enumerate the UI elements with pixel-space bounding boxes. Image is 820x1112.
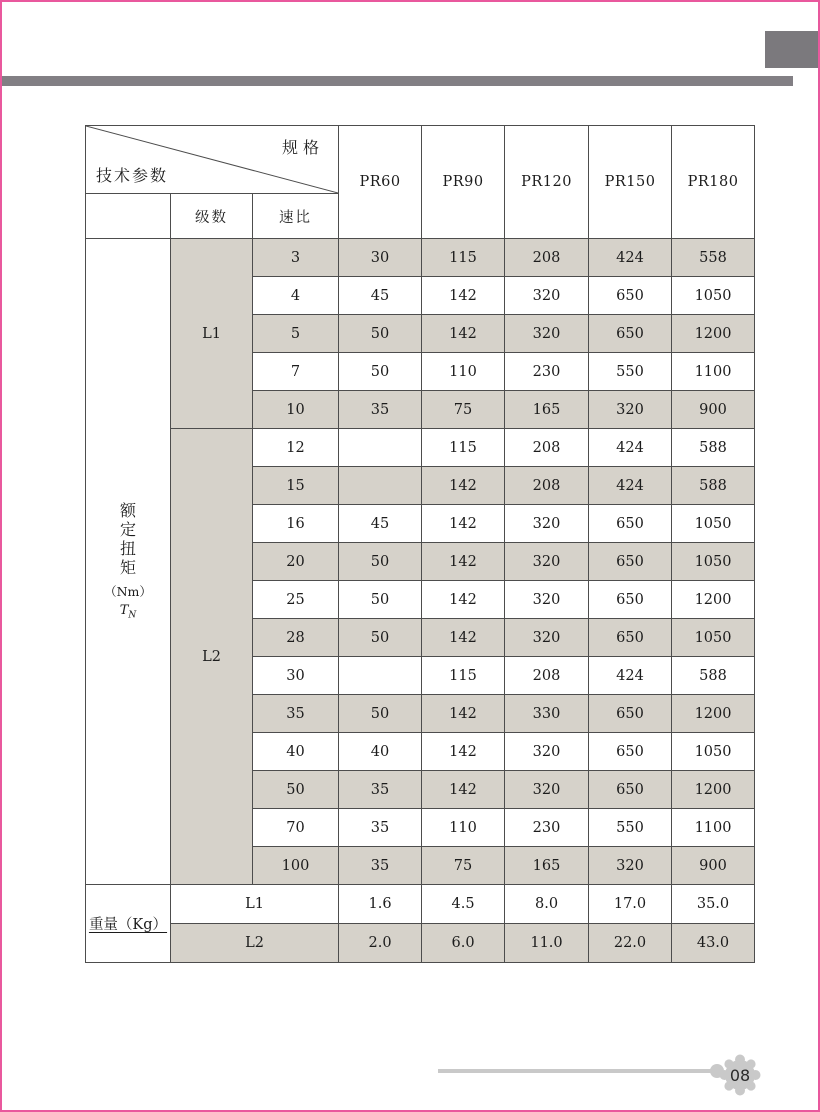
weight-value-cell: 6.0 (422, 924, 505, 963)
column-header-pr60: PR60 (339, 126, 422, 239)
torque-value-cell: 142 (422, 771, 505, 809)
weight-value-cell: 1.6 (339, 885, 422, 924)
torque-value-cell: 330 (505, 695, 589, 733)
torque-value-cell: 45 (339, 277, 422, 315)
weight-section-label: 重量（Kg） (86, 885, 171, 963)
torque-value-cell: 1050 (672, 733, 755, 771)
torque-value-cell: 142 (422, 733, 505, 771)
ratio-cell: 4 (253, 277, 339, 315)
torque-value-cell: 650 (589, 695, 672, 733)
ratio-cell: 28 (253, 619, 339, 657)
torque-value-cell: 1200 (672, 695, 755, 733)
weight-value-cell: 8.0 (505, 885, 589, 924)
torque-value-cell: 110 (422, 353, 505, 391)
weight-value-cell: 2.0 (339, 924, 422, 963)
torque-value-cell: 142 (422, 543, 505, 581)
stage-group-label-l1: L1 (171, 239, 253, 429)
torque-value-cell: 900 (672, 847, 755, 885)
torque-value-cell: 165 (505, 847, 589, 885)
torque-value-cell: 50 (339, 581, 422, 619)
stage-column-header: 级数 (171, 194, 253, 239)
torque-table-body (86, 239, 755, 885)
stage-group-label-l2: L2 (171, 429, 253, 885)
torque-value-cell: 208 (505, 467, 589, 505)
ratio-cell: 3 (253, 239, 339, 277)
torque-value-cell: 1200 (672, 315, 755, 353)
torque-value-cell (339, 467, 422, 505)
torque-value-cell: 208 (505, 429, 589, 467)
torque-value-cell: 320 (505, 315, 589, 353)
torque-value-cell: 45 (339, 505, 422, 543)
torque-row (86, 429, 755, 467)
torque-value-cell: 115 (422, 429, 505, 467)
weight-value-cell: 43.0 (672, 924, 755, 963)
ratio-cell: 35 (253, 695, 339, 733)
torque-value-cell: 650 (589, 277, 672, 315)
empty-header-cell (86, 194, 171, 239)
weight-table-body (86, 885, 755, 963)
torque-value-cell: 115 (422, 657, 505, 695)
torque-value-cell: 320 (589, 391, 672, 429)
torque-value-cell: 320 (505, 581, 589, 619)
header-rule-bar (2, 76, 793, 86)
torque-value-cell: 320 (505, 505, 589, 543)
torque-value-cell: 1200 (672, 581, 755, 619)
torque-value-cell: 320 (505, 733, 589, 771)
ratio-column-header: 速比 (253, 194, 339, 239)
torque-value-cell: 424 (589, 467, 672, 505)
torque-value-cell: 35 (339, 391, 422, 429)
torque-value-cell: 50 (339, 695, 422, 733)
torque-value-cell: 35 (339, 809, 422, 847)
torque-value-cell: 142 (422, 505, 505, 543)
torque-value-cell: 1050 (672, 619, 755, 657)
weight-value-cell: 35.0 (672, 885, 755, 924)
ratio-cell: 5 (253, 315, 339, 353)
ratio-cell: 40 (253, 733, 339, 771)
weight-row (86, 924, 755, 963)
ratio-cell: 10 (253, 391, 339, 429)
torque-value-cell (339, 429, 422, 467)
torque-value-cell: 75 (422, 847, 505, 885)
torque-value-cell: 650 (589, 505, 672, 543)
torque-value-cell: 320 (505, 619, 589, 657)
torque-value-cell: 1050 (672, 543, 755, 581)
torque-value-cell: 900 (672, 391, 755, 429)
spec-label: 规格 (282, 140, 325, 157)
torque-section-label: 额 定 扭 矩 （Nm） $T_N$ (86, 239, 171, 885)
torque-value-cell: 650 (589, 543, 672, 581)
ratio-cell: 100 (253, 847, 339, 885)
torque-value-cell: 50 (339, 353, 422, 391)
top-right-gray-block (765, 31, 818, 68)
torque-value-cell: 142 (422, 277, 505, 315)
torque-value-cell: 50 (339, 543, 422, 581)
torque-value-cell: 115 (422, 239, 505, 277)
torque-value-cell: 424 (589, 239, 672, 277)
ratio-cell: 7 (253, 353, 339, 391)
weight-value-cell: 4.5 (422, 885, 505, 924)
torque-value-cell: 230 (505, 809, 589, 847)
torque-value-cell: 558 (672, 239, 755, 277)
weight-row (86, 885, 755, 924)
torque-value-cell: 1200 (672, 771, 755, 809)
torque-value-cell: 650 (589, 581, 672, 619)
column-header-pr120: PR120 (505, 126, 589, 239)
torque-value-cell: 142 (422, 467, 505, 505)
page-number-gear-icon (718, 1053, 762, 1097)
weight-stage-label-l2: L2 (171, 924, 339, 963)
diagonal-header-cell (86, 126, 339, 194)
tech-params-label: 技术参数 (96, 168, 169, 185)
spec-table (85, 125, 755, 963)
torque-value-cell: 550 (589, 353, 672, 391)
torque-value-cell: 650 (589, 771, 672, 809)
torque-value-cell: 650 (589, 315, 672, 353)
page-number: 08 (729, 1065, 751, 1085)
torque-value-cell: 588 (672, 429, 755, 467)
torque-value-cell: 50 (339, 315, 422, 353)
torque-value-cell: 40 (339, 733, 422, 771)
torque-value-cell: 110 (422, 809, 505, 847)
weight-value-cell: 17.0 (589, 885, 672, 924)
torque-value-cell: 208 (505, 657, 589, 695)
torque-value-cell: 424 (589, 429, 672, 467)
torque-value-cell: 550 (589, 809, 672, 847)
weight-stage-label-l1: L1 (171, 885, 339, 924)
torque-value-cell: 588 (672, 657, 755, 695)
torque-value-cell: 1050 (672, 277, 755, 315)
torque-value-cell: 424 (589, 657, 672, 695)
weight-value-cell: 11.0 (505, 924, 589, 963)
torque-value-cell: 35 (339, 847, 422, 885)
column-header-pr90: PR90 (422, 126, 505, 239)
ratio-cell: 20 (253, 543, 339, 581)
torque-value-cell: 165 (505, 391, 589, 429)
torque-value-cell: 142 (422, 315, 505, 353)
torque-value-cell: 75 (422, 391, 505, 429)
torque-value-cell: 320 (505, 771, 589, 809)
torque-value-cell: 35 (339, 771, 422, 809)
torque-value-cell: 1100 (672, 809, 755, 847)
ratio-cell: 70 (253, 809, 339, 847)
torque-value-cell: 208 (505, 239, 589, 277)
torque-value-cell: 30 (339, 239, 422, 277)
torque-value-cell: 230 (505, 353, 589, 391)
torque-value-cell: 320 (505, 277, 589, 315)
torque-value-cell: 50 (339, 619, 422, 657)
weight-value-cell: 22.0 (589, 924, 672, 963)
torque-value-cell (339, 657, 422, 695)
ratio-cell: 30 (253, 657, 339, 695)
column-header-pr150: PR150 (589, 126, 672, 239)
torque-value-cell: 650 (589, 619, 672, 657)
ratio-cell: 50 (253, 771, 339, 809)
ratio-cell: 12 (253, 429, 339, 467)
torque-value-cell: 1100 (672, 353, 755, 391)
torque-value-cell: 142 (422, 619, 505, 657)
torque-value-cell: 650 (589, 733, 672, 771)
torque-value-cell: 320 (505, 543, 589, 581)
ratio-cell: 15 (253, 467, 339, 505)
column-header-pr180: PR180 (672, 126, 755, 239)
ratio-cell: 16 (253, 505, 339, 543)
torque-value-cell: 1050 (672, 505, 755, 543)
torque-value-cell: 142 (422, 581, 505, 619)
torque-value-cell: 320 (589, 847, 672, 885)
torque-row (86, 239, 755, 277)
ratio-cell: 25 (253, 581, 339, 619)
torque-value-cell: 142 (422, 695, 505, 733)
torque-value-cell: 588 (672, 467, 755, 505)
footer-rule-line (438, 1069, 714, 1073)
